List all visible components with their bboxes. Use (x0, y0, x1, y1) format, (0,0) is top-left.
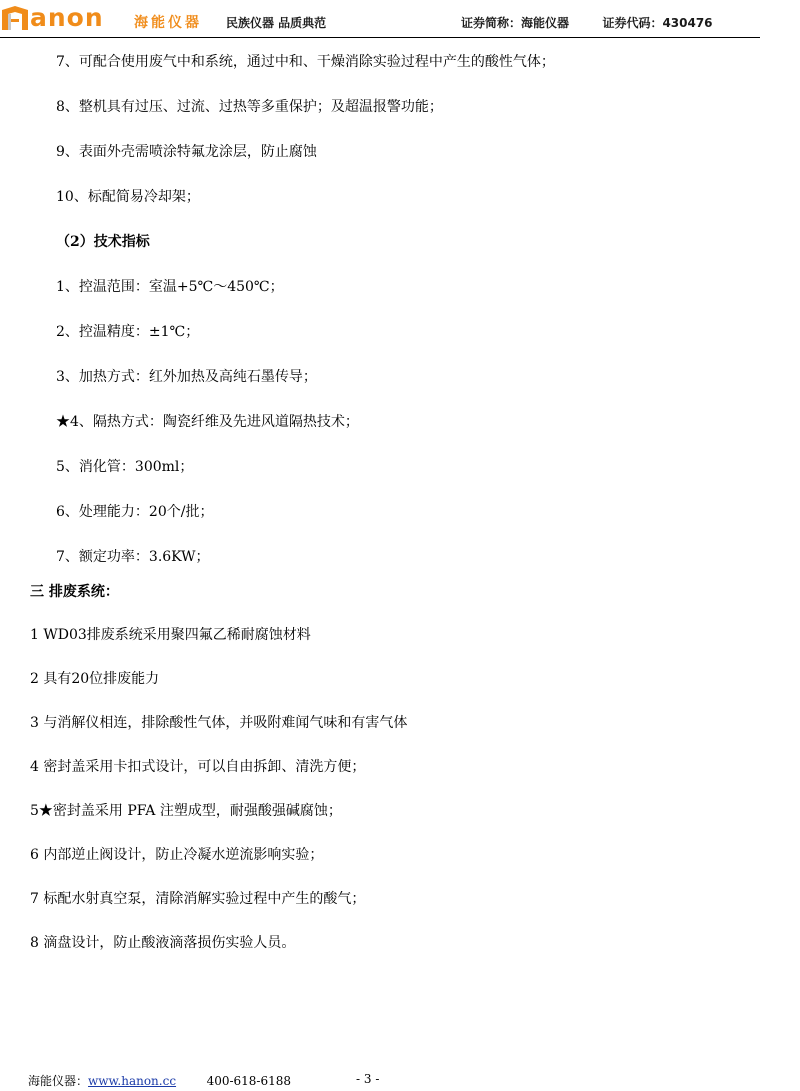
feature-item-7: 7、可配合使用废气中和系统，通过中和、干燥消除实验过程中产生的酸性气体； (56, 54, 555, 70)
exhaust-item-1: 1 WD03排废系统采用聚四氟乙稀耐腐蚀材料 (30, 627, 311, 643)
spec-item-6: 6、处理能力：20个/批； (56, 504, 214, 520)
hanon-logo-icon (2, 6, 28, 30)
spec-item-2: 2、控温精度：±1℃； (56, 324, 200, 340)
feature-item-10: 10、标配简易冷却架； (56, 189, 200, 205)
feature-item-9: 9、表面外壳需喷涂特氟龙涂层，防止腐蚀 (56, 144, 317, 160)
spec-item-7: 7、额定功率：3.6KW； (56, 549, 210, 565)
section-heading-exhaust: 三 排废系统： (30, 584, 119, 600)
exhaust-item-5: 5★密封盖采用 PFA 注塑成型，耐强酸强碱腐蚀； (30, 803, 342, 819)
stock-info (461, 14, 713, 31)
page-number: - 3 - (356, 1072, 380, 1086)
exhaust-item-7: 7 标配水射真空泵，清除消解实验过程中产生的酸气； (30, 891, 366, 907)
page-footer (28, 1072, 291, 1089)
feature-item-8: 8、整机具有过压、过流、过热等多重保护；及超温报警功能； (56, 99, 443, 115)
exhaust-item-4: 4 密封盖采用卡扣式设计，可以自由拆卸、清洗方便； (30, 759, 366, 775)
stock-code: 证券代码：430476 (602, 16, 713, 30)
exhaust-item-2: 2 具有20位排废能力 (30, 671, 160, 687)
exhaust-item-3: 3 与消解仪相连，排除酸性气体，并吸附难闻气味和有害气体 (30, 715, 408, 731)
spec-item-3: 3、加热方式：红外加热及高纯石墨传导； (56, 369, 317, 385)
page-header (0, 0, 800, 40)
footer-company-label: 海能仪器： (28, 1074, 89, 1088)
header-divider (0, 37, 760, 38)
exhaust-item-8: 8 滴盘设计，防止酸液滴落损伤实验人员。 (30, 935, 296, 951)
stock-name: 证券简称：海能仪器 (461, 16, 570, 30)
spec-item-4: ★4、隔热方式：陶瓷纤维及先进风道隔热技术； (56, 414, 359, 430)
header-slogan: 民族仪器 品质典范 (226, 16, 327, 30)
exhaust-item-6: 6 内部逆止阀设计，防止冷凝水逆流影响实验； (30, 847, 324, 863)
logo-wordmark: anon (30, 3, 104, 32)
spec-item-5: 5、消化管：300ml； (56, 459, 194, 475)
footer-phone: 400-618-6188 (206, 1074, 292, 1088)
section-heading-tech-specs: （2）技术指标 (56, 234, 150, 250)
logo-chinese-name: 海能仪器 (134, 15, 202, 31)
spec-item-1: 1、控温范围：室温+5℃～450℃； (56, 279, 284, 295)
footer-website-link[interactable]: www.hanon.cc (88, 1074, 177, 1088)
